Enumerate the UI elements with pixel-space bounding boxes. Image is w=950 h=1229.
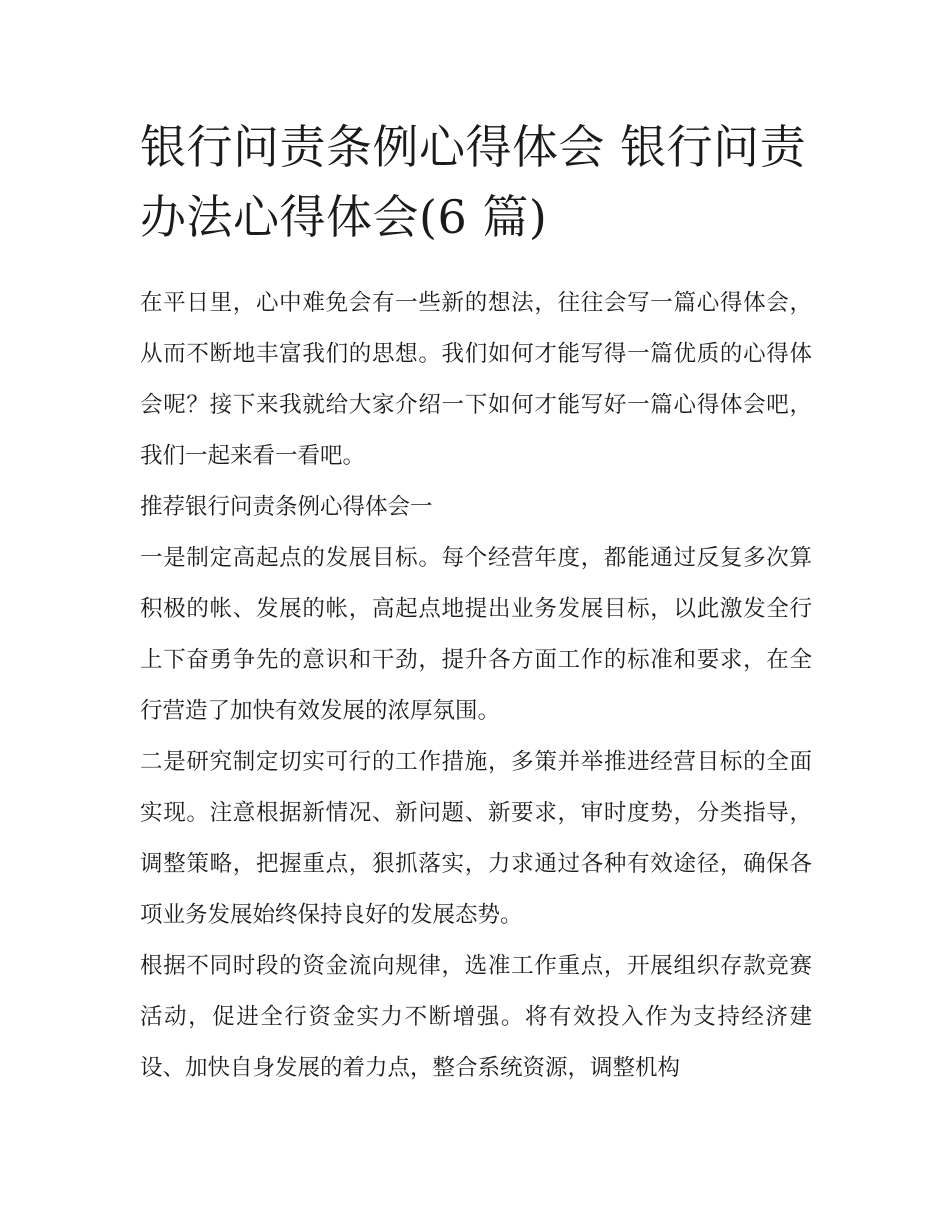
body-paragraph: 二是研究制定切实可行的工作措施，多策并举推进经营目标的全面实现。注意根据新情况、新问题、新要求，审时度势，分类指导，调整策略，把握重点，狠抓落实，力求通过各种有效途径，确保各项业务发展始终保持良好的发展态势。 — [140, 749, 812, 928]
body-paragraph: 一是制定高起点的发展目标。每个经营年度，都能通过反复多次算积极的帐、发展的帐，高起点地提出业务发展目标，以此激发全行上下奋勇争先的意识和干劲，提升各方面工作的标准和要求，在全行营造了加快有效发展的浓厚氛围。 — [140, 545, 812, 724]
intro-paragraph: 在平日里，心中难免会有一些新的想法，往往会写一篇心得体会，从而不断地丰富我们的思想。我们如何才能写得一篇优质的心得体会呢？接下来我就给大家介绍一下如何才能写好一篇心得体会吧，我们一起来看一看吧。 — [140, 290, 812, 469]
section-heading: 推荐银行问责条例心得体会一 — [140, 494, 433, 520]
document-body — [140, 278, 812, 1094]
body-paragraph: 根据不同时段的资金流向规律，选准工作重点，开展组织存款竞赛活动，促进全行资金实力不断增强。将有效投入作为支持经济建设、加快自身发展的着力点，整合系统资源，调整机构 — [140, 953, 812, 1081]
document-page — [140, 112, 812, 1094]
document-title: 银行问责条例心得体会 银行问责办法心得体会(6 篇) — [140, 120, 807, 244]
